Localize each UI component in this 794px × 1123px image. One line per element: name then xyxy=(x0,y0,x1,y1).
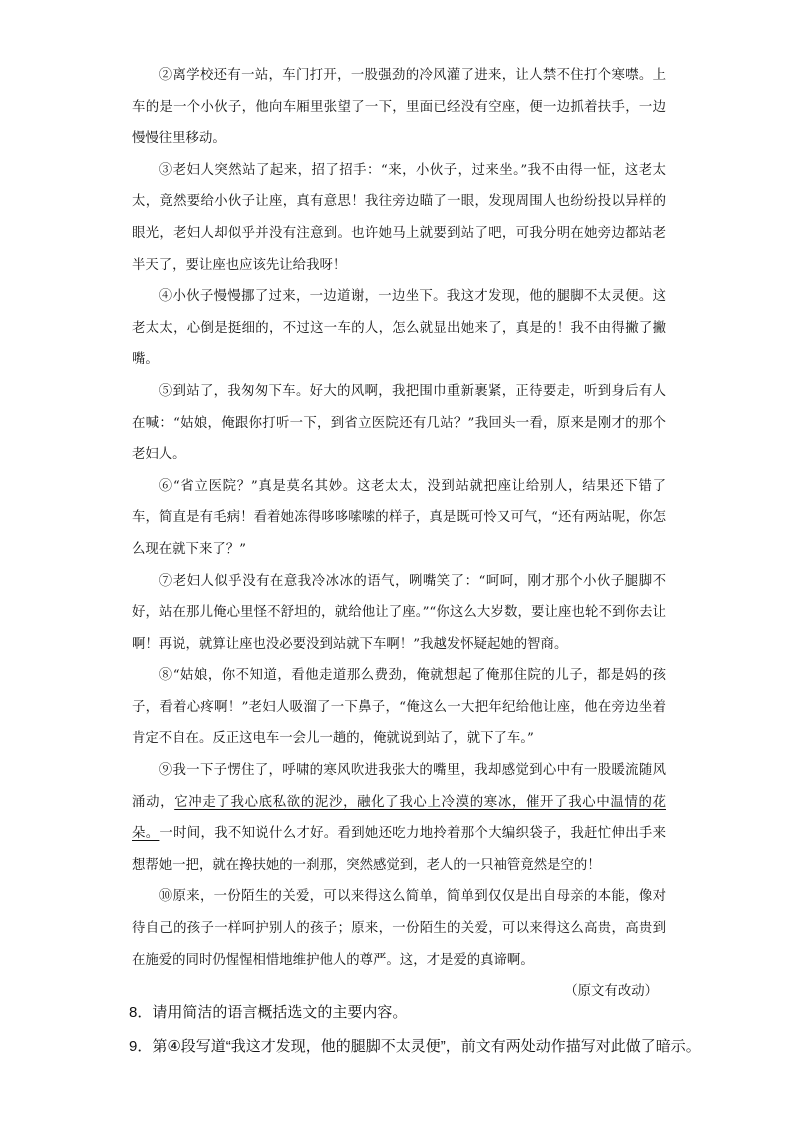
paragraph-6: ⑥“省立医院？”真是莫名其妙。这老太太，没到站就把座让给别人，结果还下错了车，简直是有毛病！看着她冻得哆哆嗦嗦的样子，真是既可怜又可气，“还有两站呢，你怎么现在就下来了？” xyxy=(132,478,666,557)
paragraph-4: ④小伙子慢慢挪了过来，一边道谢，一边坐下。我这才发现，他的腿脚不太灵便。这老太太，心倒是挺细的，不过这一车的人，怎么就显出她来了，真是的！我不由得撇了撇嘴。 xyxy=(132,289,666,368)
reading-passage xyxy=(132,60,666,1008)
paragraph-9-underlined-sentence: 它冲走了我心底私欲的泥沙，融化了我心上冷漠的寒冰，催开了我心中温情的花朵。 xyxy=(132,794,667,842)
question-8: 8．请用简洁的语言概括选文的主要内容。 xyxy=(129,1004,408,1021)
paragraph-10: ⑩原来，一份陌生的关爱，可以来得这么简单，简单到仅仅是出自母亲的本能，像对待自己的孩子一样呵护别人的孩子；原来，一份陌生的关爱，可以来得这么高贵，高贵到在施爱的同时仍惺惺相惜地维护他人的尊严。这，才是爱的真谛啊。 xyxy=(132,889,666,968)
questions-section xyxy=(129,996,701,1064)
paragraph-9-start: ⑨我一下子愣住了，呼啸的寒风吹进我张大的嘴里，我却感觉到心中有一股暖流随风涌动， xyxy=(132,763,666,810)
source-note: （原文有改动） xyxy=(564,984,658,1000)
question-9: 9．第④段写道“我这才发现，他的腿脚不太灵便”，前文有两处动作描写对此做了暗示。 xyxy=(129,1038,701,1055)
paragraph-5: ⑤到站了，我匆匆下车。好大的风啊，我把围巾重新裹紧，正待要走，听到身后有人在喊：“姑娘，俺跟你打听一下，到省立医院还有几站？”我回头一看，原来是刚才的那个老妇人。 xyxy=(132,383,666,463)
paragraph-9 xyxy=(132,755,666,881)
paragraph-7: ⑦老妇人似乎没有在意我冷冰冰的语气，咧嘴笑了：“呵呵，刚才那个小伙子腿脚不好，站在那儿俺心里怪不舒坦的，就给他让了座。”“你这么大岁数，要让座也轮不到你去让啊！再说，就算让座也没必要没到站就下车啊！”我越发怀疑起她的智商。 xyxy=(132,573,666,652)
paragraph-3: ③老妇人突然站了起来，招了招手：“来，小伙子，过来坐。”我不由得一怔，这老太太，竟然要给小伙子让座，真有意思！我往旁边瞄了一眼，发现周围人也纷纷投以异样的眼光，老妇人却似乎并没有注意到。也许她马上就要到站了吧，可我分明在她旁边都站老半天了，要让座也应该先让给我呀！ xyxy=(132,162,666,273)
paragraph-9-end: 一时间，我不知说什么才好。看到她还吃力地拎着那个大编织袋子，我赶忙伸出手来想帮她一把，就在搀扶她的一刹那，突然感觉到，老人的一只袖管竟然是空的！ xyxy=(132,826,667,873)
paragraph-2: ②离学校还有一站，车门打开，一股强劲的冷风灌了进来，让人禁不住打个寒噤。上车的是一个小伙子，他向车厢里张望了一下，里面已经没有空座，便一边抓着扶手，一边慢慢往里移动。 xyxy=(132,68,666,147)
paragraph-8: ⑧“姑娘，你不知道，看他走道那么费劲，俺就想起了俺那住院的儿子，都是妈的孩子，看着心疼啊！”老妇人吸溜了一下鼻子，“俺这么一大把年纪给他让座，他在旁边坐着肯定不自在。反正这电车一会儿一趟的，俺就说到站了，就下了车。” xyxy=(132,668,666,747)
